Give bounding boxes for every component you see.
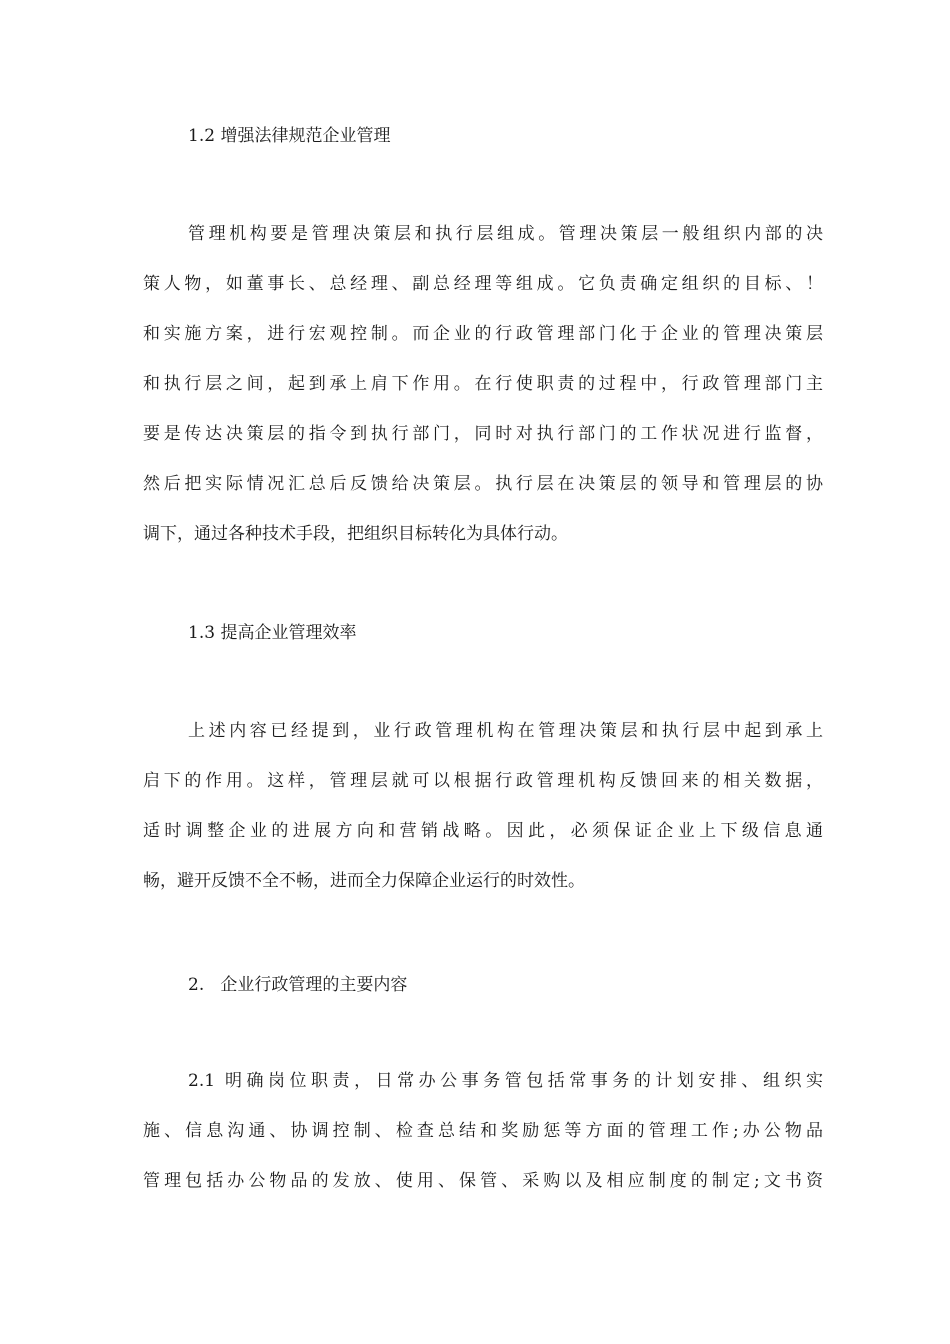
paragraph-line: 调下，通过各种技术手段，把组织目标转化为具体行动。: [143, 524, 568, 544]
paragraph-line: 管理机构要是管理决策层和执行层组成。管理决策层一般组织内部的决: [188, 224, 823, 244]
section-heading-2: 2. 企业行政管理的主要内容: [188, 975, 408, 995]
paragraph-line: 然后把实际情况汇总后反馈给决策层。执行层在决策层的领导和管理层的协: [143, 474, 823, 494]
paragraph-line: 管理包括办公物品的发放、使用、保管、采购以及相应制度的制定;文书资: [143, 1171, 823, 1191]
paragraph-line: 适时调整企业的进展方向和营销战略。因此，必须保证企业上下级信息通: [143, 821, 823, 841]
section-heading-1-3: 1.3 提高企业管理效率: [188, 623, 357, 643]
paragraph-1-2: [143, 209, 823, 559]
paragraph-line: 启下的作用。这样，管理层就可以根据行政管理机构反馈回来的相关数据，: [143, 771, 823, 791]
paragraph-line: 和实施方案，进行宏观控制。而企业的行政管理部门化于企业的管理决策层: [143, 324, 823, 344]
paragraph-1-3: [143, 706, 823, 906]
paragraph-line: 畅，避开反馈不全不畅，进而全力保障企业运行的时效性。: [143, 871, 585, 891]
paragraph-2-1: [143, 1056, 823, 1206]
paragraph-line: 和执行层之间，起到承上肩下作用。在行使职责的过程中，行政管理部门主: [143, 374, 823, 394]
paragraph-line: 策人物，如董事长、总经理、副总经理等组成。它负责确定组织的目标、！: [143, 274, 823, 294]
paragraph-line: 要是传达决策层的指令到执行部门，同时对执行部门的工作状况进行监督，: [143, 424, 823, 444]
paragraph-line: 上述内容已经提到，业行政管理机构在管理决策层和执行层中起到承上: [188, 721, 823, 741]
paragraph-line: 2.1 明确岗位职责，日常办公事务管包括常事务的计划安排、组织实: [188, 1071, 823, 1091]
section-heading-1-2: 1.2 增强法律规范企业管理: [188, 126, 391, 146]
paragraph-line: 施、信息沟通、协调控制、检查总结和奖励惩等方面的管理工作;办公物品: [143, 1121, 823, 1141]
